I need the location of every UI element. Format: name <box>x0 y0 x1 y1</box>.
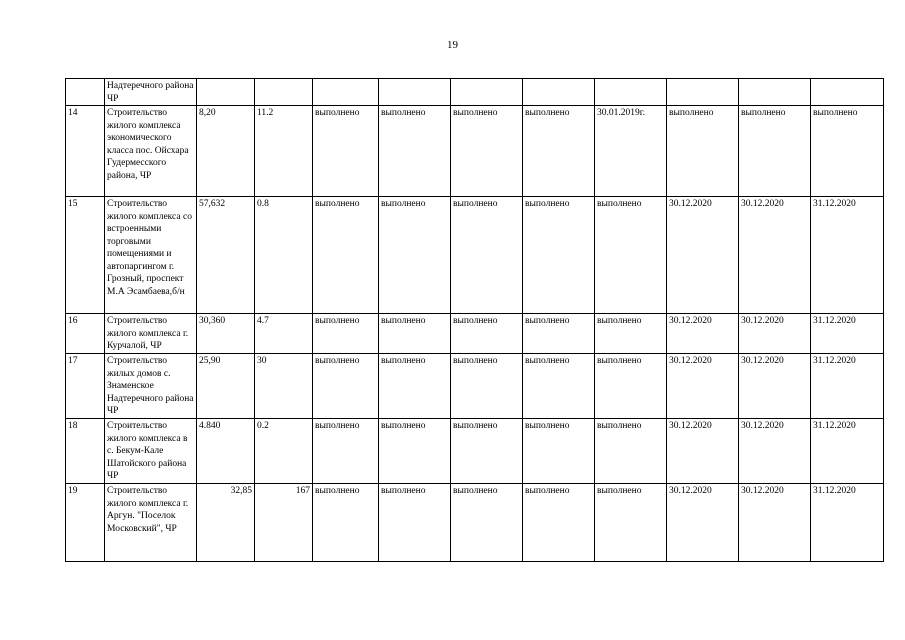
table-cell: выполнено <box>379 106 451 197</box>
table-row <box>66 419 884 484</box>
object-name-cell: Строительство жилого комплекса в с. Бекум-Кале Шатойского района ЧР <box>105 419 197 484</box>
object-name-cell: Надтеречного района ЧР <box>105 79 197 106</box>
table-cell: 4.840 <box>197 419 255 484</box>
table-cell: выполнено <box>313 314 379 354</box>
table-cell: 32,85 <box>197 484 255 562</box>
table-cell <box>255 79 313 106</box>
table-cell: 30.12.2020 <box>739 314 811 354</box>
table-cell: 30.12.2020 <box>739 419 811 484</box>
progress-table <box>65 78 884 562</box>
row-number-cell <box>66 79 105 106</box>
table-row <box>66 354 884 419</box>
table-row <box>66 484 884 562</box>
table-cell: 30 <box>255 354 313 419</box>
table-cell: 0.8 <box>255 197 313 314</box>
table-cell: 30.12.2020 <box>667 314 739 354</box>
table-cell: выполнено <box>451 484 523 562</box>
table-cell <box>523 79 595 106</box>
row-number-cell: 17 <box>66 354 105 419</box>
table-cell: 31.12.2020 <box>811 314 884 354</box>
table-cell: выполнено <box>451 419 523 484</box>
row-number-cell: 16 <box>66 314 105 354</box>
object-name-cell: Строительство жилого комплекса экономического класса пос. Ойсхара Гудермесского района, ЧР <box>105 106 197 197</box>
table-cell: выполнено <box>523 314 595 354</box>
table-cell: выполнено <box>739 106 811 197</box>
table-cell: выполнено <box>523 106 595 197</box>
table-cell: 31.12.2020 <box>811 419 884 484</box>
table-cell: 57,632 <box>197 197 255 314</box>
table-cell: выполнено <box>313 419 379 484</box>
table-cell <box>313 79 379 106</box>
table-cell: 30,360 <box>197 314 255 354</box>
table-cell: выполнено <box>379 314 451 354</box>
object-name-cell: Строительство жилого комплекса г. Курчалой, ЧР <box>105 314 197 354</box>
table-cell: выполнено <box>313 106 379 197</box>
table-cell: выполнено <box>379 354 451 419</box>
object-name-cell: Строительство жилого комплекса г. Аргун. "Поселок Московский", ЧР <box>105 484 197 562</box>
table-row <box>66 197 884 314</box>
table-cell: выполнено <box>811 106 884 197</box>
table-cell: выполнено <box>595 484 667 562</box>
table-row <box>66 106 884 197</box>
table-cell: 30.01.2019г. <box>595 106 667 197</box>
row-number-cell: 19 <box>66 484 105 562</box>
table-cell: 31.12.2020 <box>811 484 884 562</box>
table-cell: 25,90 <box>197 354 255 419</box>
table-cell: выполнено <box>523 354 595 419</box>
table-cell: выполнено <box>595 354 667 419</box>
table-cell: выполнено <box>379 419 451 484</box>
row-number-cell: 15 <box>66 197 105 314</box>
table-cell <box>739 79 811 106</box>
table-cell: выполнено <box>313 484 379 562</box>
table-cell: 30.12.2020 <box>739 197 811 314</box>
object-name-cell: Строительство жилых домов с. Знаменское Надтеречного района ЧР <box>105 354 197 419</box>
table-cell: 8,20 <box>197 106 255 197</box>
table-cell: выполнено <box>523 197 595 314</box>
table-cell: 30.12.2020 <box>667 197 739 314</box>
table-cell: выполнено <box>451 106 523 197</box>
table-cell: выполнено <box>451 314 523 354</box>
table-cell: 30.12.2020 <box>667 419 739 484</box>
table-cell: 4.7 <box>255 314 313 354</box>
table-cell <box>667 79 739 106</box>
table-cell <box>379 79 451 106</box>
table-row <box>66 314 884 354</box>
table-cell: 30.12.2020 <box>667 354 739 419</box>
table-cell: 31.12.2020 <box>811 197 884 314</box>
table-cell: выполнено <box>667 106 739 197</box>
row-number-cell: 14 <box>66 106 105 197</box>
table-cell: выполнено <box>313 197 379 314</box>
table-cell: выполнено <box>595 419 667 484</box>
table-cell <box>197 79 255 106</box>
table-cell: выполнено <box>595 314 667 354</box>
table-row <box>66 79 884 106</box>
table-cell: выполнено <box>379 484 451 562</box>
table-cell: 11.2 <box>255 106 313 197</box>
table-cell: выполнено <box>451 354 523 419</box>
table-cell: 30.12.2020 <box>667 484 739 562</box>
table-cell: 30.12.2020 <box>739 354 811 419</box>
table-cell: выполнено <box>313 354 379 419</box>
table-cell: выполнено <box>379 197 451 314</box>
table-cell <box>811 79 884 106</box>
row-number-cell: 18 <box>66 419 105 484</box>
table-cell: выполнено <box>595 197 667 314</box>
table-cell: выполнено <box>523 484 595 562</box>
table-cell: 30.12.2020 <box>739 484 811 562</box>
object-name-cell: Строительство жилого комплекса со встроенными торговыми помещениями и автопаргингом г. Грозный, проспект М.А Эсамбаева,б/н <box>105 197 197 314</box>
table-cell <box>595 79 667 106</box>
table-cell: 0.2 <box>255 419 313 484</box>
table-cell: 167 <box>255 484 313 562</box>
table-cell: выполнено <box>523 419 595 484</box>
table-cell <box>451 79 523 106</box>
page-number: 19 <box>447 39 458 51</box>
table-cell: выполнено <box>451 197 523 314</box>
table-cell: 31.12.2020 <box>811 354 884 419</box>
